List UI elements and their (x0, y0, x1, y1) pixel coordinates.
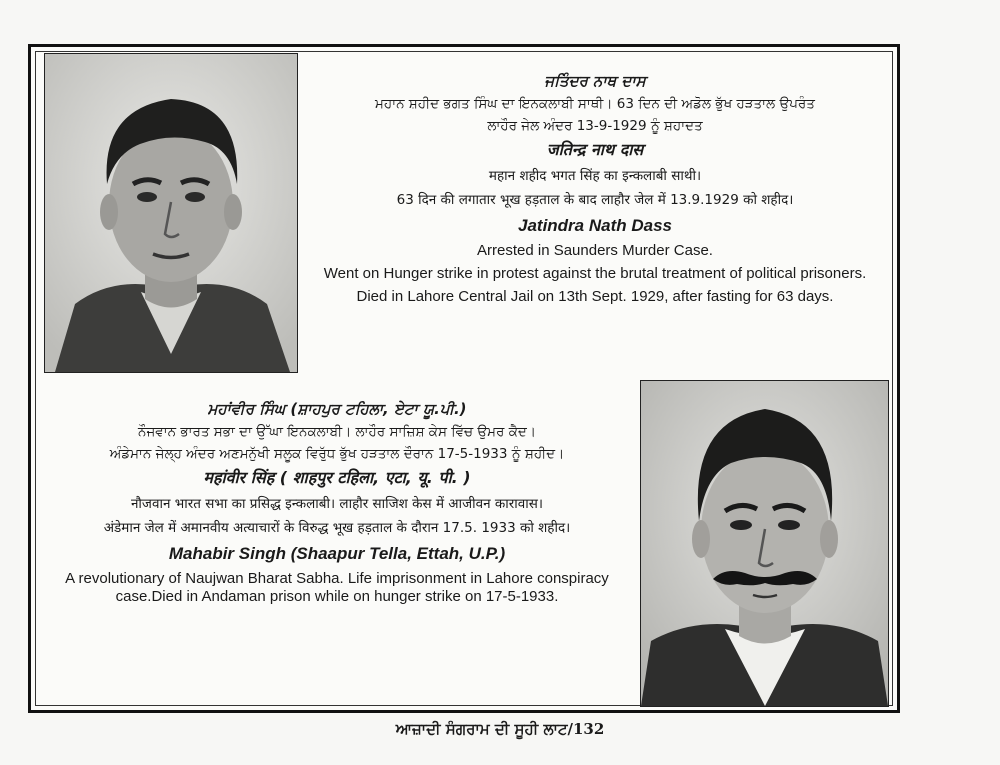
punjabi-description-line: ਨੌਜਵਾਨ ਭਾਰਤ ਸਭਾ ਦਾ ਉੱਘਾ ਇਨਕਲਾਬੀ। ਲਾਹੌਰ ਸਾਜ਼ਿਸ਼ ਕੇਸ ਵਿੱਚ ਉਮਰ ਕੈਦ। (138, 424, 536, 440)
hindi-name: जतिन्द्र नाथ दास (546, 140, 644, 160)
hindi-description-line: अंडेमान जेल में अमानवीय अत्याचारों के विरुद्ध भूख हड़ताल के दौरान 17.5. 1933 को शहीद। (103, 519, 571, 536)
english-description-paragraph: A revolutionary of Naujwan Bharat Sabha. Life imprisonment in Lahore conspiracy case.Died in Andaman prison while on hunger strike on 17-5-1933. (65, 570, 609, 606)
english-description-line: Went on Hunger strike in protest against the brutal treatment of political prisoners. (323, 265, 867, 283)
hindi-description-line: नौजवान भारत सभा का प्रसिद्ध इन्कलाबी। लाहौर साजिश केस में आजीवन कारावास। (130, 495, 544, 512)
hindi-name: महांवीर सिंह ( शाहपुर टहिला, एटा, यू. पी. ) (203, 468, 471, 488)
punjabi-name: ਮਹਾਂਵੀਰ ਸਿੰਘ (ਸ਼ਾਹਪੁਰ ਟਹਿਲਾ, ਏਟਾ ਯੂ.ਪੀ.) (207, 400, 467, 418)
entry-jatindra-nath-dass (300, 72, 890, 311)
english-description-line: Died in Lahore Central Jail on 13th Sept. 1929, after fasting for 63 days. (356, 288, 834, 306)
page-footer-caption: ਆਜ਼ਾਦੀ ਸੰਗਰਾਮ ਦੀ ਸੂਹੀ ਲਾਟ/132 (395, 720, 605, 738)
english-name: Jatindra Nath Dass (518, 215, 672, 235)
punjabi-description-line: ਅੰਡੇਮਾਨ ਜੇਲ੍ਹ ਅੰਦਰ ਅਣਮਨੁੱਖੀ ਸਲੂਕ ਵਿਰੁੱਧ ਭੁੱਖ ਹੜਤਾਲ ਦੌਰਾਨ 17-5-1933 ਨੂੰ ਸ਼ਹੀਦ। (109, 446, 565, 463)
english-description-line: Arrested in Saunders Murder Case. (477, 242, 713, 260)
punjabi-name: ਜਤਿੰਦਰ ਨਾਥ ਦਾਸ (544, 72, 646, 90)
portrait-mahabir-singh (640, 380, 889, 707)
hindi-description-line: 63 दिन की लगातार भूख हड़ताल के बाद लाहौर जेल में 13.9.1929 को शहीद। (396, 191, 794, 208)
punjabi-description-line: ਲਾਹੌਰ ਜੇਲ ਅੰਦਰ 13-9-1929 ਨੂੰ ਸ਼ਹਾਦਤ (487, 118, 703, 135)
entry-mahabir-singh (34, 400, 640, 611)
portrait-jatindra-nath-dass (44, 53, 298, 373)
hindi-description-line: महान शहीद भगत सिंह का इन्कलाबी साथी। (488, 167, 702, 184)
punjabi-description-line: ਮਹਾਨ ਸ਼ਹੀਦ ਭਗਤ ਸਿੰਘ ਦਾ ਇਨਕਲਾਬੀ ਸਾਥੀ। 63 ਦਿਨ ਦੀ ਅਡੋਲ ਭੁੱਖ ਹੜਤਾਲ ਉਪਰੰਤ (375, 96, 815, 112)
english-name: Mahabir Singh (Shaapur Tella, Ettah, U.P.) (168, 543, 506, 563)
